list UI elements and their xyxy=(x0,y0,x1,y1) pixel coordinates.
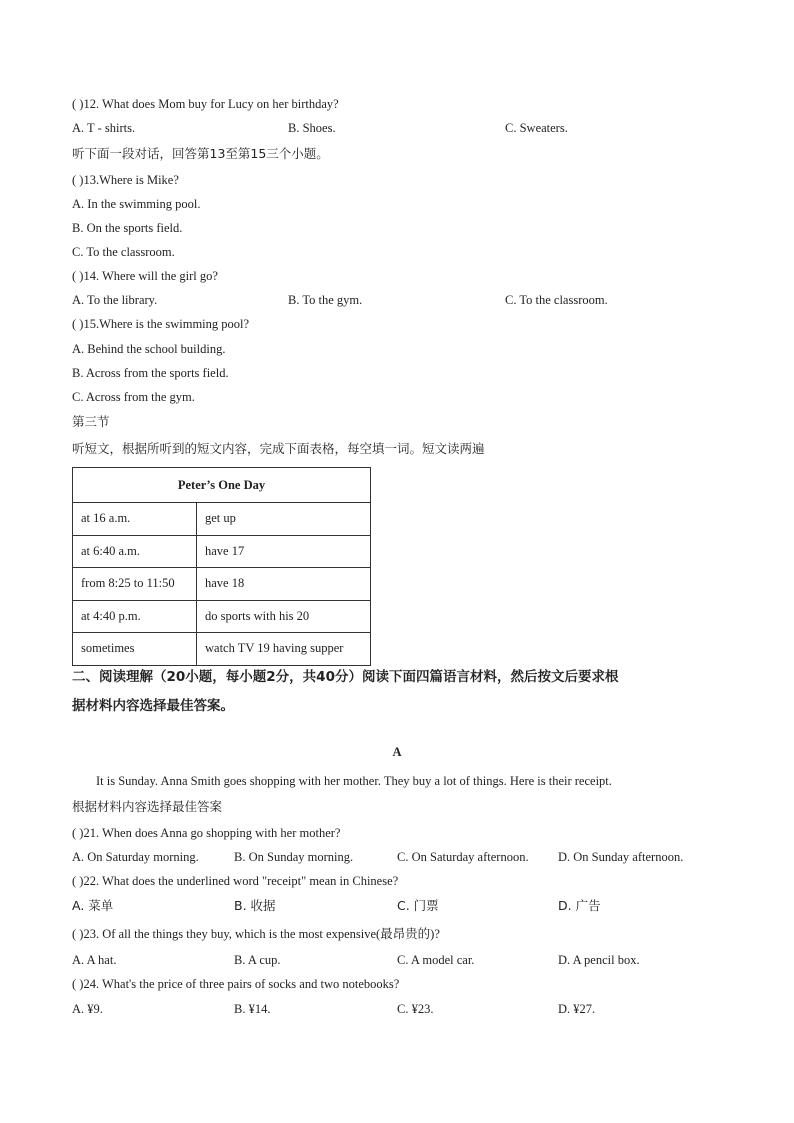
question-22-option-c: C. 门票 xyxy=(397,898,439,913)
question-14-option-c: C. To the classroom. xyxy=(505,293,608,307)
question-21-option-d: D. On Sunday afternoon. xyxy=(558,850,684,864)
question-24-option-b: B. ¥14. xyxy=(234,1002,271,1016)
part-2-heading-line-2: 据材料内容选择最佳答案。 xyxy=(72,698,234,714)
peters-day-table xyxy=(72,467,371,666)
question-13-option-c: C. To the classroom. xyxy=(72,245,175,259)
question-13-stem: ( )13.Where is Mike? xyxy=(72,173,179,187)
question-21-option-a: A. On Saturday morning. xyxy=(72,850,199,864)
question-15-option-b: B. Across from the sports field. xyxy=(72,366,229,380)
table-row xyxy=(73,568,371,601)
passage-a-label: A xyxy=(392,745,402,759)
question-14-stem: ( )14. Where will the girl go? xyxy=(72,269,218,283)
question-12-option-a: A. T - shirts. xyxy=(72,121,136,135)
table-time-cell: at 16 a.m. xyxy=(73,503,197,536)
question-12-option-b: B. Shoes. xyxy=(288,121,336,135)
question-22-option-a: A. 菜单 xyxy=(72,898,114,913)
passage-a-text: It is Sunday. Anna Smith goes shopping with her mother. They buy a lot of things. Here is their receipt. xyxy=(96,774,612,788)
question-21-stem: ( )21. When does Anna go shopping with her mother? xyxy=(72,826,341,840)
question-13-option-a: A. In the swimming pool. xyxy=(72,197,201,211)
question-21-option-b: B. On Sunday morning. xyxy=(234,850,354,864)
section-3-instruction: 听短文，根据所听到的短文内容，完成下面表格，每空填一词。短文读两遍 xyxy=(72,441,485,456)
question-23-option-b: B. A cup. xyxy=(234,953,281,967)
question-12-option-c: C. Sweaters. xyxy=(505,121,568,135)
question-23-stem: ( )23. Of all the things they buy, which is the most expensive(最昂贵的)? xyxy=(72,927,440,941)
table-activity-cell: do sports with his 20 xyxy=(197,600,371,633)
table-activity-cell: have 17 xyxy=(197,535,371,568)
question-23-option-d: D. A pencil box. xyxy=(558,953,640,967)
question-22-stem: ( )22. What does the underlined word "receipt" mean in Chinese? xyxy=(72,874,399,888)
table-row xyxy=(73,600,371,633)
question-15-stem: ( )15.Where is the swimming pool? xyxy=(72,317,250,331)
question-13-option-b: B. On the sports field. xyxy=(72,221,183,235)
section-3-heading: 第三节 xyxy=(72,414,110,429)
table-title: Peter’s One Day xyxy=(73,468,371,503)
question-22-option-d: D. 广告 xyxy=(558,898,601,913)
table-activity-cell: watch TV 19 having supper xyxy=(197,633,371,666)
question-15-option-c: C. Across from the gym. xyxy=(72,390,195,404)
question-24-option-a: A. ¥9. xyxy=(72,1002,103,1016)
table-time-cell: at 4:40 p.m. xyxy=(73,600,197,633)
table-row xyxy=(73,535,371,568)
table-row xyxy=(73,633,371,666)
table-activity-cell: have 18 xyxy=(197,568,371,601)
question-15-option-a: A. Behind the school building. xyxy=(72,342,226,356)
table-time-cell: sometimes xyxy=(73,633,197,666)
question-21-option-c: C. On Saturday afternoon. xyxy=(397,850,529,864)
question-23-option-a: A. A hat. xyxy=(72,953,117,967)
question-23-option-c: C. A model car. xyxy=(397,953,475,967)
question-12-stem: ( )12. What does Mom buy for Lucy on her birthday? xyxy=(72,97,339,111)
part-2-heading-line-1: 二、阅读理解（20小题，每小题2分，共40分）阅读下面四篇语言材料，然后按文后要求根 xyxy=(72,669,619,685)
question-14-option-a: A. To the library. xyxy=(72,293,158,307)
passage-a-instruction: 根据材料内容选择最佳答案 xyxy=(72,799,223,814)
question-24-option-d: D. ¥27. xyxy=(558,1002,596,1016)
table-time-cell: from 8:25 to 11:50 xyxy=(73,568,197,601)
question-24-option-c: C. ¥23. xyxy=(397,1002,434,1016)
question-22-option-b: B. 收据 xyxy=(234,898,276,913)
question-24-stem: ( )24. What's the price of three pairs of socks and two notebooks? xyxy=(72,977,400,991)
table-row xyxy=(73,503,371,536)
table-activity-cell: get up xyxy=(197,503,371,536)
instruction-13-15: 听下面一段对话，回答第13至第15三个小题。 xyxy=(72,146,329,161)
question-14-option-b: B. To the gym. xyxy=(288,293,363,307)
table-time-cell: at 6:40 a.m. xyxy=(73,535,197,568)
